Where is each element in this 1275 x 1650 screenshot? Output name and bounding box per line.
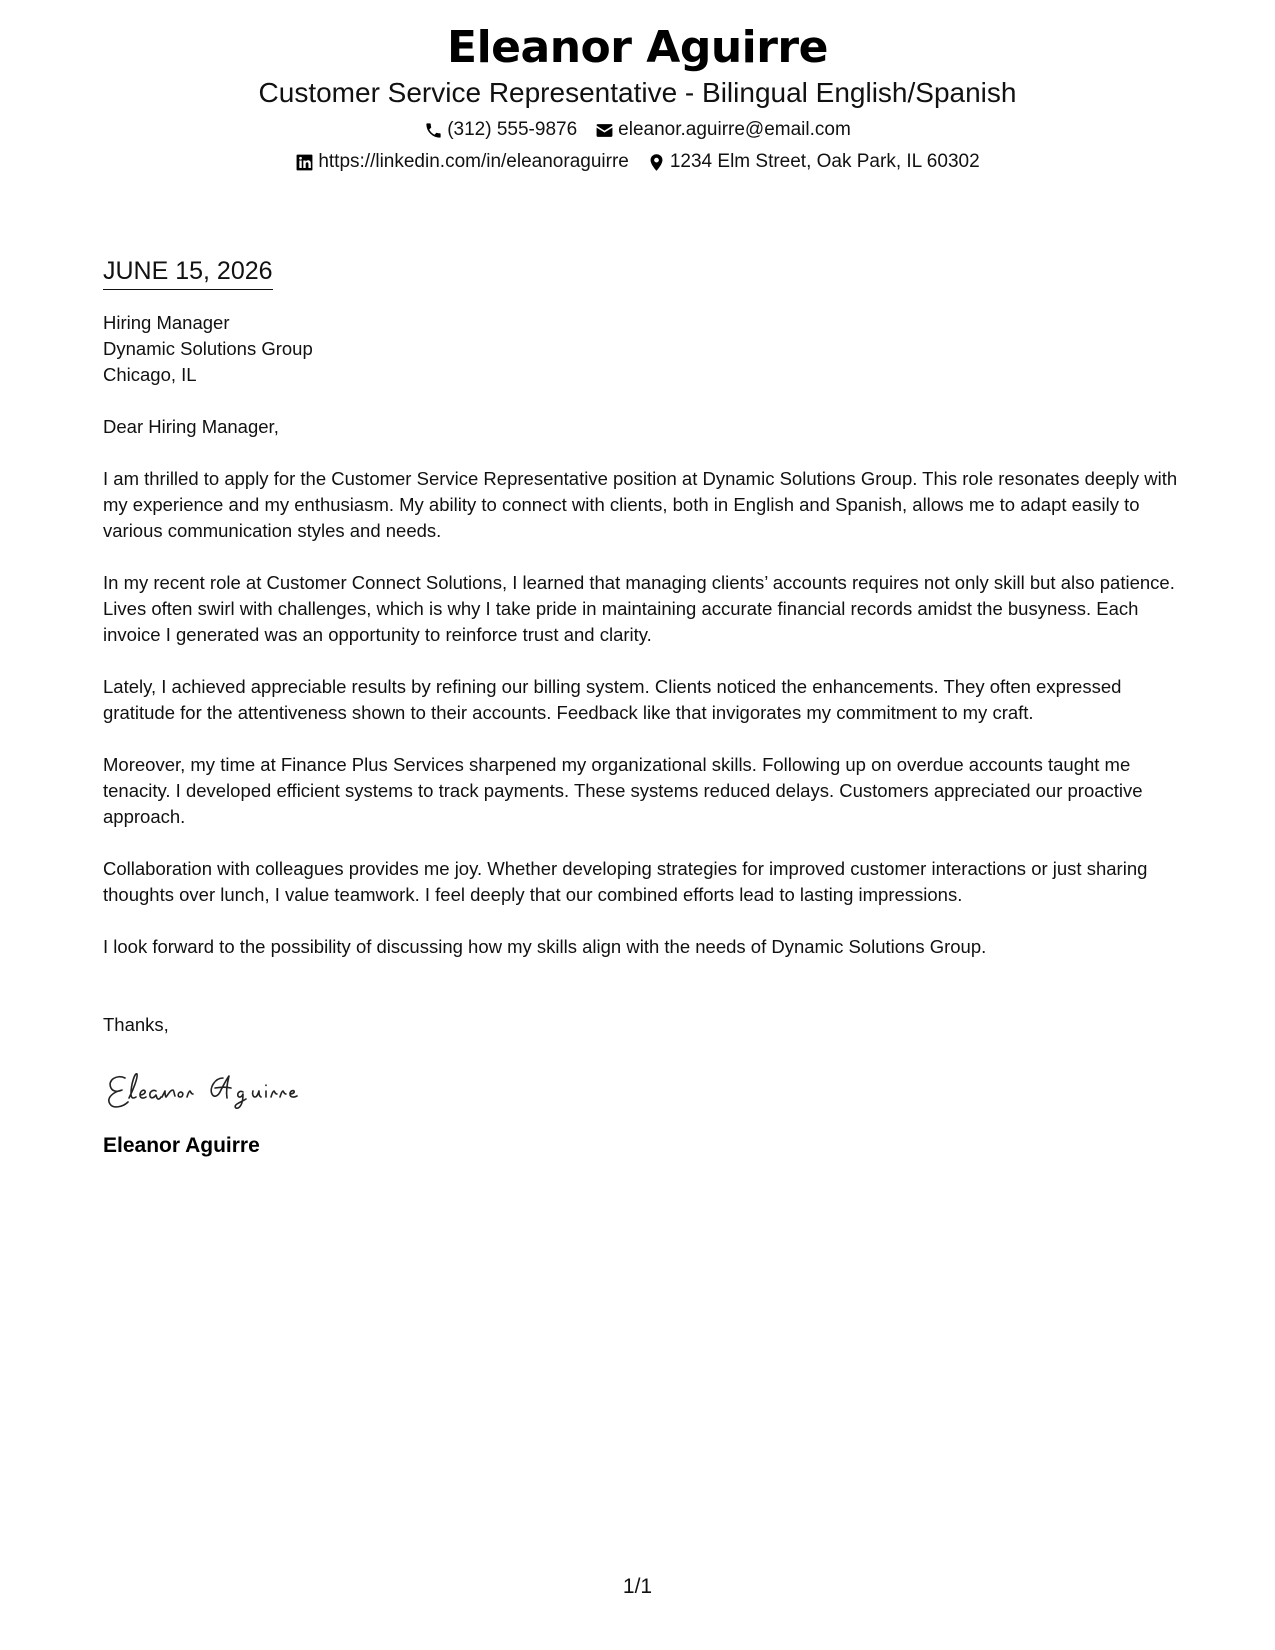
letter-date: JUNE 15, 2026 bbox=[103, 255, 273, 290]
linkedin-icon bbox=[295, 153, 314, 172]
recipient-block bbox=[103, 310, 1178, 388]
body-paragraph: Moreover, my time at Finance Plus Services sharpened my organizational skills. Following up on overdue accounts taught me tenacity. I developed efficient systems to track payments. These systems reduced delays. Customers appreciated our proactive approach. bbox=[103, 754, 1143, 827]
envelope-icon bbox=[595, 121, 614, 140]
recipient-line: Hiring Manager bbox=[103, 312, 230, 333]
recipient-company: Dynamic Solutions Group bbox=[103, 338, 313, 359]
body-paragraph: Lately, I achieved appreciable results by refining our billing system. Clients noticed the enhancements. They often expressed gratitude for the attentiveness shown to their accounts. Feedback like that invigorates my commitment to my craft. bbox=[103, 676, 1122, 723]
email-text[interactable]: eleanor.aguirre@email.com bbox=[618, 119, 851, 140]
phone-icon bbox=[424, 121, 443, 140]
contact-email[interactable] bbox=[595, 118, 851, 142]
contact-address bbox=[647, 150, 980, 174]
letter-body bbox=[103, 255, 1178, 1160]
salutation: Dear Hiring Manager, bbox=[103, 416, 279, 437]
phone-text: (312) 555-9876 bbox=[447, 119, 578, 140]
body-paragraph: In my recent role at Customer Connect Solutions, I learned that managing clients’ accounts requires not only skill but also patience. Lives often swirl with challenges, which is why I take pride in maintaining accurate financial records amidst the busyness. Each invoice I generated was an opportunity to reinforce trust and clarity. bbox=[103, 572, 1175, 645]
handwritten-signature bbox=[103, 1064, 373, 1114]
body-paragraph: I look forward to the possibility of discussing how my skills align with the needs of Dynamic Solutions Group. bbox=[103, 936, 987, 957]
contact-line-1 bbox=[0, 118, 1275, 142]
contact-line-2 bbox=[0, 150, 1275, 174]
applicant-title: Customer Service Representative - Bilingual English/Spanish bbox=[258, 77, 1017, 108]
applicant-name: Eleanor Aguirre bbox=[447, 22, 828, 73]
contact-linkedin[interactable] bbox=[295, 150, 629, 174]
recipient-location: Chicago, IL bbox=[103, 364, 197, 385]
contact-phone bbox=[424, 118, 577, 142]
address-text: 1234 Elm Street, Oak Park, IL 60302 bbox=[669, 151, 980, 172]
map-pin-icon bbox=[647, 153, 666, 172]
page-number: 1/1 bbox=[622, 1575, 653, 1598]
closing: Thanks, bbox=[103, 1014, 169, 1035]
signed-name: Eleanor Aguirre bbox=[103, 1134, 260, 1157]
letter-header bbox=[0, 22, 1275, 174]
linkedin-text[interactable]: https://linkedin.com/in/eleanoraguirre bbox=[318, 151, 629, 172]
body-paragraph: I am thrilled to apply for the Customer Service Representative position at Dynamic Solutions Group. This role resonates deeply with my experience and my enthusiasm. My ability to connect with clients, both in English and Spanish, allows me to adapt easily to various communication styles and needs. bbox=[103, 468, 1178, 541]
body-paragraph: Collaboration with colleagues provides me joy. Whether developing strategies for improved customer interactions or just sharing thoughts over lunch, I value teamwork. I feel deeply that our combined efforts lead to lasting impressions. bbox=[103, 858, 1148, 905]
